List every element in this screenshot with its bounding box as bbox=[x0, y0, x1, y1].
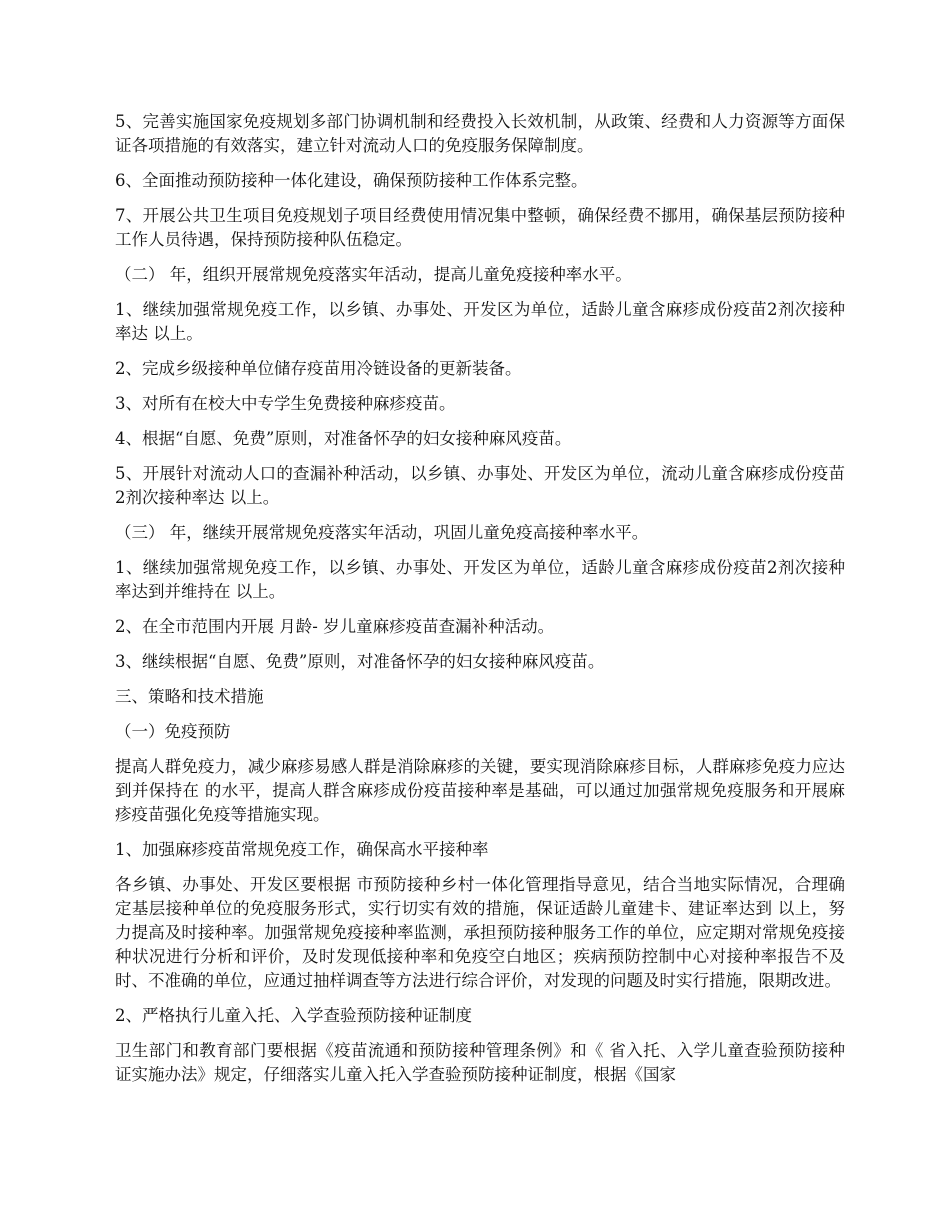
paragraph-s2-item-3: 3、对所有在校大中专学生免费接种麻疹疫苗。 bbox=[115, 394, 456, 413]
paragraph-s2-item-4: 4、根据“自愿、免费”原则，对准备怀孕的妇女接种麻风疫苗。 bbox=[115, 429, 572, 448]
subheading-school-check: 2、严格执行儿童入托、入学查验预防接种证制度 bbox=[115, 1006, 472, 1025]
chapter-heading-strategy: 三、策略和技术措施 bbox=[115, 687, 264, 706]
paragraph-goal-5: 5、完善实施国家免疫规划多部门协调机制和经费投入长效机制，从政策、经费和人力资源等方面保证各项措施的有效落实，建立针对流动人口的免疫服务保障制度。 bbox=[115, 112, 845, 155]
document-body bbox=[115, 110, 845, 1098]
subheading-immunization: （一）免疫预防 bbox=[115, 722, 231, 741]
paragraph-immunity-intro: 提高人群免疫力，减少麻疹易感人群是消除麻疹的关键，要实现消除麻疹目标，人群麻疹免疫力应达到并保持在 的水平，提高人群含麻疹成份疫苗接种率是基础，可以通过加强常规免疫服务和开展麻疹疫苗强化免疫等措施实现。 bbox=[115, 757, 845, 824]
paragraph-routine-immunization: 各乡镇、办事处、开发区要根据 市预防接种乡村一体化管理指导意见，结合当地实际情况，合理确定基层接种单位的免疫服务形式，实行切实有效的措施，保证适龄儿童建卡、建证率达到 以上，努力提高及时接种率。加强常规免疫接种率监测，承担预防接种服务工作的单位，应定期对常规免疫接种状况进行分析和评价，及时发现低接种率和免疫空白地区；疾病预防控制中心对接种率报告不及时、不准确的单位，应通过抽样调查等方法进行综合评价，对发现的问题及时实行措施，限期改进。 bbox=[115, 875, 845, 990]
paragraph-s2-item-2: 2、完成乡级接种单位储存疫苗用冷链设备的更新装备。 bbox=[115, 359, 522, 378]
section-heading-3: （三） 年，继续开展常规免疫落实年活动，巩固儿童免疫高接种率水平。 bbox=[115, 523, 649, 542]
paragraph-goal-7: 7、开展公共卫生项目免疫规划子项目经费使用情况集中整顿，确保经费不挪用，确保基层预防接种工作人员待遇，保持预防接种队伍稳定。 bbox=[115, 206, 845, 249]
paragraph-s3-item-1: 1、继续加强常规免疫工作，以乡镇、办事处、开发区为单位，适龄儿童含麻疹成份疫苗2剂次接种率达到并维持在 以上。 bbox=[115, 558, 845, 601]
section-heading-2: （二） 年，组织开展常规免疫落实年活动，提高儿童免疫接种率水平。 bbox=[115, 265, 632, 284]
subheading-routine-immunization: 1、加强麻疹疫苗常规免疫工作，确保高水平接种率 bbox=[115, 840, 489, 859]
paragraph-goal-6: 6、全面推动预防接种一体化建设，确保预防接种工作体系完整。 bbox=[115, 171, 588, 190]
paragraph-s2-item-5: 5、开展针对流动人口的查漏补种活动，以乡镇、办事处、开发区为单位，流动儿童含麻疹成份疫苗2剂次接种率达 以上。 bbox=[115, 464, 845, 507]
paragraph-s2-item-1: 1、继续加强常规免疫工作，以乡镇、办事处、开发区为单位，适龄儿童含麻疹成份疫苗2剂次接种率达 以上。 bbox=[115, 300, 845, 343]
paragraph-s3-item-3: 3、继续根据“自愿、免费”原则，对准备怀孕的妇女接种麻风疫苗。 bbox=[115, 652, 605, 671]
paragraph-school-check: 卫生部门和教育部门要根据《疫苗流通和预防接种管理条例》和《 省入托、入学儿童查验预防接种证实施办法》规定，仔细落实儿童入托入学查验预防接种证制度，根据《国家 bbox=[115, 1041, 845, 1084]
paragraph-s3-item-2: 2、在全市范围内开展 月龄- 岁儿童麻疹疫苗查漏补种活动。 bbox=[115, 617, 555, 636]
